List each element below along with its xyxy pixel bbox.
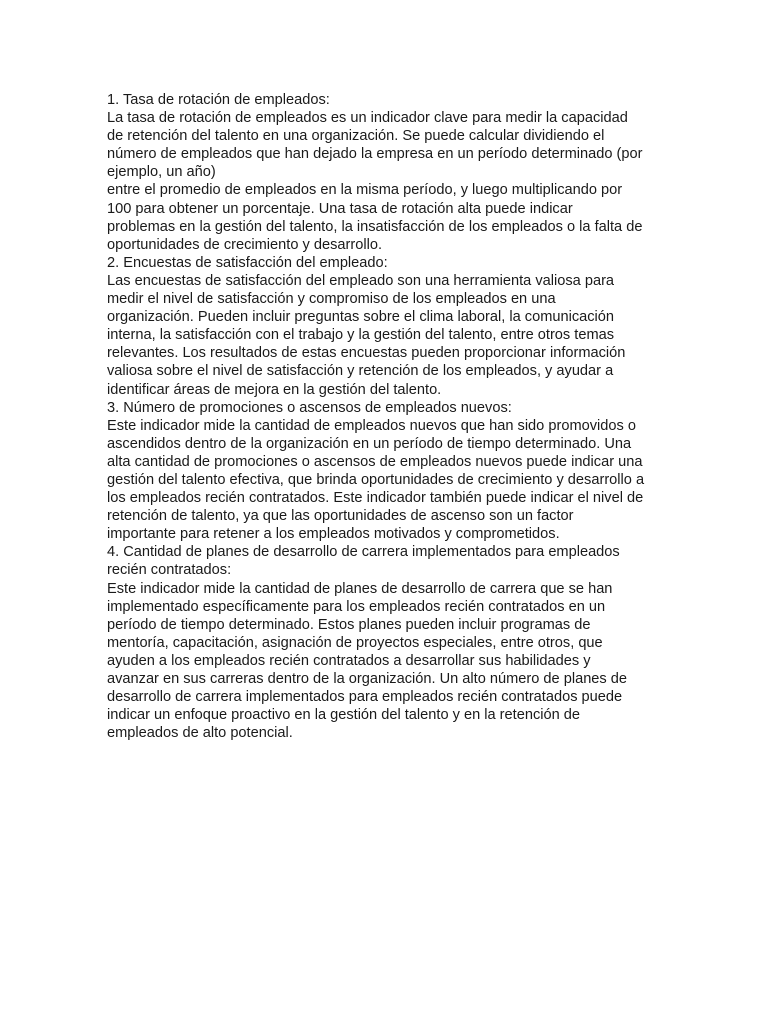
body-line: problemas en la gestión del talento, la insatisfacción de los empleados o la falta de — [107, 218, 643, 235]
body-line: empleados de alto potencial. — [107, 725, 293, 742]
body-line: identificar áreas de mejora en la gestión del talento. — [107, 381, 442, 398]
body-line: entre el promedio de empleados en la misma período, y luego multiplicando por — [107, 182, 623, 199]
body-line: Este indicador mide la cantidad de empleados nuevos que han sido promovidos o — [107, 417, 636, 434]
section-heading-planes-carrera: 4. Cantidad de planes de desarrollo de carrera implementados para empleados — [107, 544, 620, 561]
section-heading-encuestas: 2. Encuestas de satisfacción del empleado: — [107, 254, 388, 271]
body-line: retención de talento, ya que las oportunidades de ascenso son un factor — [107, 508, 574, 525]
body-line: interna, la satisfacción con el trabajo y la gestión del talento, entre otros temas — [107, 327, 615, 344]
body-line: ayuden a los empleados recién contratados a desarrollar sus habilidades y — [107, 652, 591, 669]
body-line: 100 para obtener un porcentaje. Una tasa de rotación alta puede indicar — [107, 200, 573, 217]
section-heading-planes-carrera-cont: recién contratados: — [107, 562, 232, 579]
body-line: gestión del talento efectiva, que brinda oportunidades de crecimiento y desarrollo a — [107, 471, 645, 488]
body-line: relevantes. Los resultados de estas encuestas pueden proporcionar información — [107, 345, 626, 362]
body-line: medir el nivel de satisfacción y compromiso de los empleados en una — [107, 291, 556, 308]
section-heading-promociones: 3. Número de promociones o ascensos de empleados nuevos: — [107, 399, 512, 416]
body-line: los empleados recién contratados. Este indicador también puede indicar el nivel de — [107, 490, 644, 507]
body-line: La tasa de rotación de empleados es un indicador clave para medir la capacidad — [107, 110, 628, 127]
body-line: organización. Pueden incluir preguntas sobre el clima laboral, la comunicación — [107, 309, 615, 326]
body-line: Este indicador mide la cantidad de planes de desarrollo de carrera que se han — [107, 580, 613, 597]
body-line: implementado específicamente para los empleados recién contratados en un — [107, 598, 606, 615]
body-line: indicar un enfoque proactivo en la gestión del talento y en la retención de — [107, 707, 580, 724]
body-line: avanzar en sus carreras dentro de la organización. Un alto número de planes de — [107, 671, 628, 687]
body-line: oportunidades de crecimiento y desarrollo. — [107, 236, 383, 253]
body-line: alta cantidad de promociones o ascensos de empleados nuevos puede indicar una — [107, 453, 643, 470]
body-line: importante para retener a los empleados motivados y comprometidos. — [107, 526, 560, 543]
body-line: ejemplo, un año) — [107, 164, 216, 181]
body-line: valiosa sobre el nivel de satisfacción y retención de los empleados, y ayudar a — [107, 363, 614, 380]
body-line: Las encuestas de satisfacción del empleado son una herramienta valiosa para — [107, 272, 615, 289]
body-line: desarrollo de carrera implementados para empleados recién contratados puede — [107, 689, 623, 706]
document-body — [107, 91, 707, 742]
body-line: mentoría, capacitación, asignación de proyectos especiales, entre otros, que — [107, 634, 603, 651]
body-line: período de tiempo determinado. Estos planes pueden incluir programas de — [107, 616, 591, 633]
body-line: ascendidos dentro de la organización en un período de tiempo determinado. Una — [107, 435, 632, 452]
section-heading-rotacion: 1. Tasa de rotación de empleados: — [107, 92, 330, 108]
body-line: de retención del talento en una organización. Se puede calcular dividiendo el — [107, 128, 605, 145]
body-line: número de empleados que han dejado la empresa en un período determinado (por — [107, 146, 643, 163]
